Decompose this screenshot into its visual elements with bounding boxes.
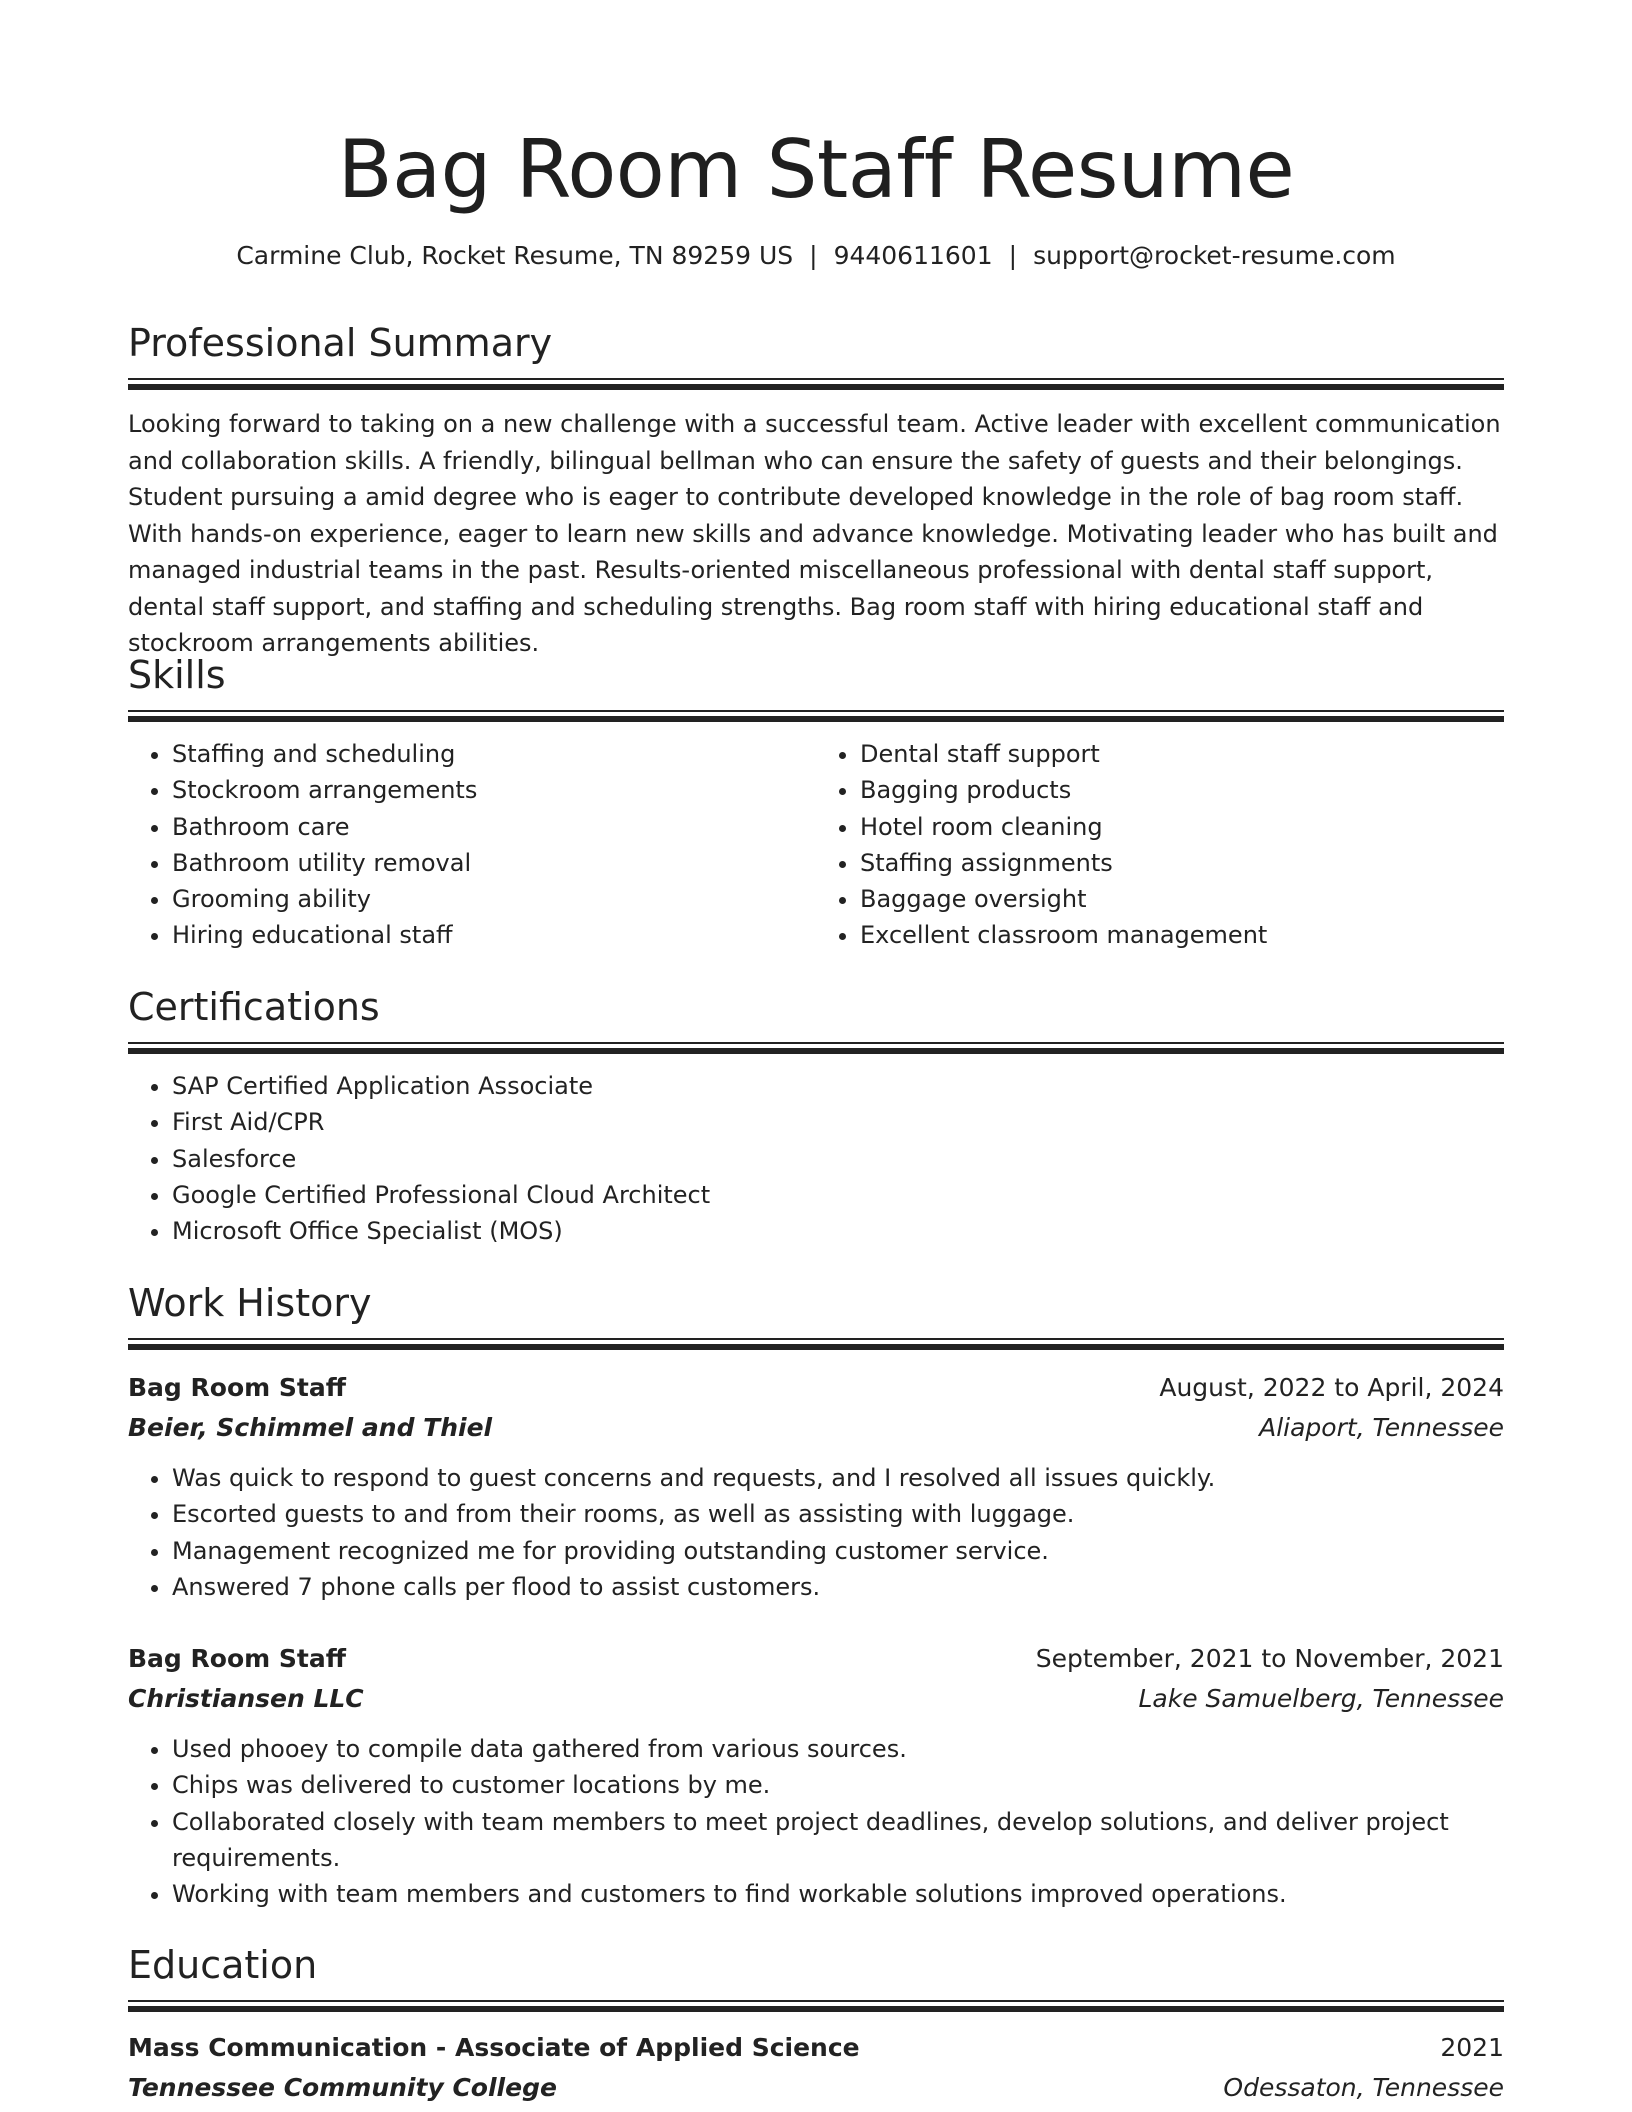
job-bullet: • Used phooey to compile data gathered from various sources. [172,1731,1504,1767]
section-divider [128,2000,1504,2014]
skill-item: • Baggage oversight [860,881,1504,917]
job-header [128,1639,1504,1679]
contact-separator: | [809,241,818,270]
job-location: Lake Samuelberg, Tennessee [1138,1684,1504,1714]
certifications-heading: Certifications [128,985,380,1029]
summary-section [128,318,1504,662]
job-location: Aliaport, Tennessee [1259,1413,1504,1442]
education-heading: Education [128,1943,318,1987]
job-dates: September, 2021 to November, 2021 [1035,1644,1504,1674]
job-dates: August, 2022 to April, 2024 [1159,1373,1504,1402]
resume-title: Bag Room Staff Resume [337,123,1295,216]
certification-item: • First Aid/CPR [172,1104,1504,1140]
skills-list-left [128,736,816,954]
skill-item: • Hiring educational staff [172,917,816,953]
job-subheader [128,1679,1504,1719]
education-degree: Mass Communication - Associate of Applied Science [128,2033,860,2062]
certification-item: • Google Certified Professional Cloud Architect [172,1177,1504,1213]
job-header [128,1368,1504,1408]
job-bullet: • Escorted guests to and from their rooms, as well as assisting with luggage. [172,1496,1504,1532]
job-bullet: • Answered 7 phone calls per flood to assist customers. [172,1569,1504,1605]
job-title: Bag Room Staff [128,1373,346,1402]
certification-item: • SAP Certified Application Associate [172,1068,1504,1104]
skill-item: • Grooming ability [172,881,816,917]
job-subheader [128,1408,1504,1448]
contact-phone: 9440611601 [833,241,993,270]
job-bullets [128,1731,1504,1912]
skills-list-right [816,736,1504,954]
certifications-list [128,1068,1504,1249]
job-bullet: • Was quick to respond to guest concerns and requests, and I resolved all issues quickly. [172,1460,1504,1496]
work-section [128,1278,1504,1913]
contact-email: support@rocket-resume.com [1033,241,1396,270]
job-bullet: • Working with team members and customers to find workable solutions improved operations. [172,1876,1504,1912]
certification-item: • Salesforce [172,1141,1504,1177]
summary-heading: Professional Summary [128,321,553,365]
skill-item: • Hotel room cleaning [860,809,1504,845]
education-section [128,1940,1504,2108]
skills-columns [128,724,1504,954]
summary-text: Looking forward to taking on a new challenge with a successful team. Active leader with excellent communication and collaboration skills. A friendly, bilingual bellman who can ensure the safety of guests and their belongings. Student pursuing a amid degree who is eager to contribute developed knowledge in the role of bag room staff. With hands-on experience, eager to learn new skills and advance knowledge. Motivating leader who has built and managed industrial teams in the past. Results-oriented miscellaneous professional with dental staff support, dental staff support, and staffing and scheduling strengths. Bag room staff with hiring educational staff and stockroom arrangements abilities. [128,410,1501,657]
education-entry [128,2028,1504,2108]
job-bullets [128,1460,1504,1605]
education-header [128,2028,1504,2068]
job-company: Christiansen LLC [128,1684,364,1714]
job-title: Bag Room Staff [128,1644,346,1674]
job-entry [128,1639,1504,1912]
job-entry [128,1368,1504,1605]
job-bullet: • Collaborated closely with team members to meet project deadlines, develop solutions, and deliver project requirements. [172,1804,1504,1877]
section-divider [128,378,1504,392]
skill-item: • Bathroom utility removal [172,845,816,881]
contact-separator: | [1008,241,1018,270]
section-divider [128,1042,1504,1056]
job-bullet: • Chips was delivered to customer locations by me. [172,1767,1504,1803]
education-location: Odessaton, Tennessee [1223,2073,1504,2102]
contact-line [128,238,1504,274]
skill-item: • Staffing and scheduling [172,736,816,772]
education-year: 2021 [1440,2033,1504,2062]
work-heading: Work History [128,1281,372,1325]
skill-item: • Bagging products [860,772,1504,808]
job-company: Beier, Schimmel and Thiel [128,1413,493,1442]
skill-item: • Dental staff support [860,736,1504,772]
contact-address: Carmine Club, Rocket Resume, TN 89259 US [236,241,794,270]
skill-item: • Stockroom arrangements [172,772,816,808]
section-divider [128,1338,1504,1352]
skills-heading: Skills [128,653,226,697]
skill-item: • Bathroom care [172,809,816,845]
skills-section [128,650,1504,954]
certifications-section [128,982,1504,1249]
certification-item: • Microsoft Office Specialist (MOS) [172,1213,1504,1249]
education-school: Tennessee Community College [128,2073,557,2102]
section-divider [128,710,1504,724]
education-subheader [128,2068,1504,2108]
skill-item: • Excellent classroom management [860,917,1504,953]
job-bullet: • Management recognized me for providing outstanding customer service. [172,1533,1504,1569]
skill-item: • Staffing assignments [860,845,1504,881]
